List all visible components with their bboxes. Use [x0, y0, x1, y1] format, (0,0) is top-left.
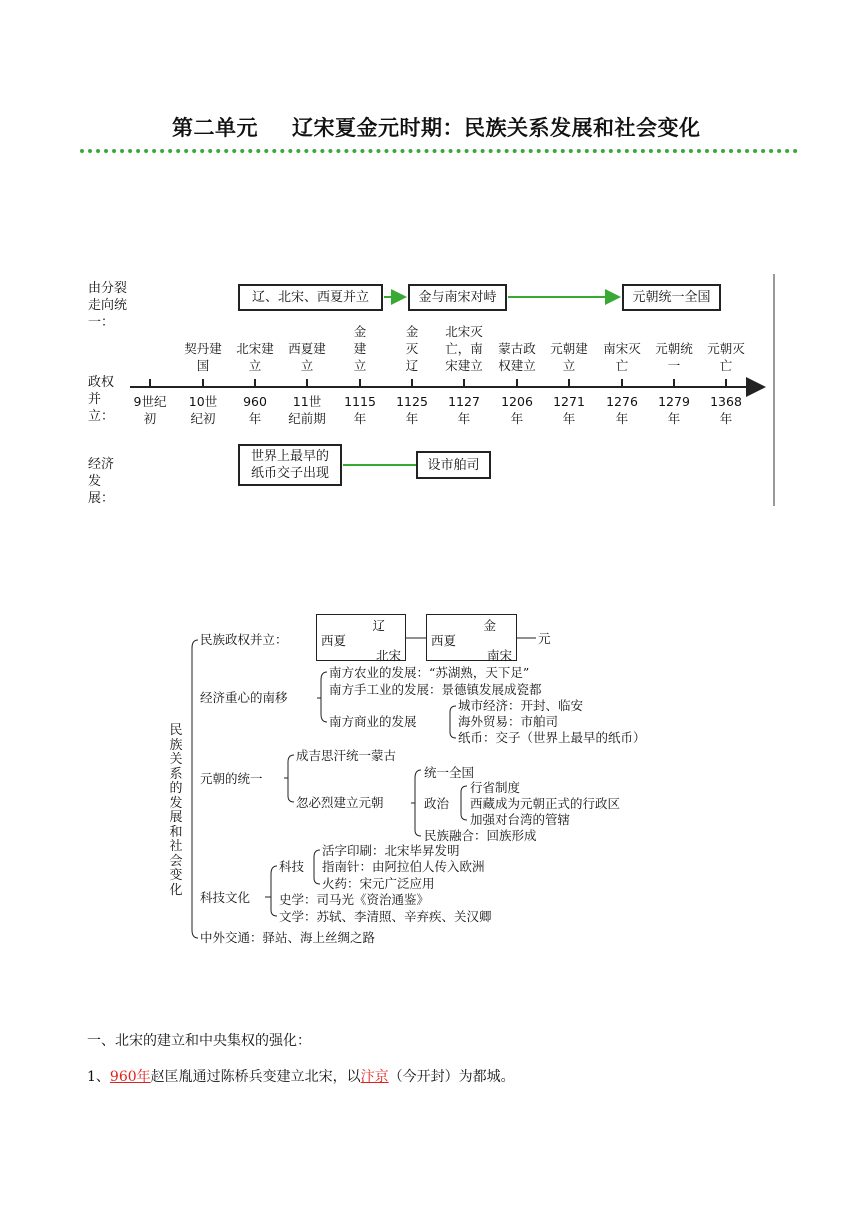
row-label-unify: 由分裂走向统一： — [88, 281, 128, 330]
timeline-time-label: 1368年 — [710, 394, 742, 426]
node-agri: 南方农业的发展：“苏湖熟，天下足” — [329, 665, 530, 680]
node-genghis: 成吉思汗统一蒙古 — [296, 748, 397, 763]
unify-box-1: 辽、北宋、西夏并立 — [238, 284, 383, 311]
timeline-event-label: 金建立 — [353, 324, 367, 373]
timeline-time-label: 1127年 — [448, 394, 480, 426]
timeline-time-label: 1206年 — [501, 394, 533, 426]
economy-box-2: 设市舶司 — [416, 451, 491, 479]
node-literature: 文学：苏轼、李清照、辛弃疾、关汉卿 — [279, 909, 492, 924]
p1-city: 汴京 — [360, 1069, 389, 1085]
node-regimes: 民族政权并立： — [200, 632, 288, 647]
unit-label: 第二单元 — [172, 116, 258, 140]
node-compass: 指南针：由阿拉伯人传入欧洲 — [322, 859, 485, 874]
node-tech: 科技 — [279, 859, 305, 874]
node-trade: 海外贸易：市舶司 — [458, 714, 559, 729]
timeline-lines — [0, 0, 860, 520]
timeline-time-label: 11世纪前期 — [288, 394, 326, 426]
p1-prefix: 1、 — [87, 1069, 110, 1085]
timeline-event-label: 元朝灭亡 — [707, 341, 745, 373]
timeline-time-label: 9世纪初 — [133, 394, 167, 426]
timeline-time-label: 1125年 — [396, 394, 428, 426]
node-city: 城市经济：开封、临安 — [458, 698, 584, 713]
unit-topic: 辽宋夏金元时期：民族关系发展和社会变化 — [292, 116, 701, 140]
timeline-event-label: 契丹建国 — [184, 341, 222, 373]
timeline-event-label: 元朝建立 — [550, 341, 588, 373]
timeline-time-label: 1276年 — [606, 394, 638, 426]
unify-box-3: 元朝统一全国 — [622, 284, 721, 311]
node-yuan: 元 — [538, 631, 551, 646]
node-history: 史学：司马光《资治通鉴》 — [279, 892, 430, 907]
timeline-time-label: 960年 — [243, 394, 267, 426]
node-tibet: 西藏成为元朝正式的行政区 — [470, 796, 621, 811]
node-taiwan: 加强对台湾的管辖 — [470, 812, 571, 827]
economy-box-1: 世界上最早的纸币交子出现 — [238, 444, 342, 486]
box2-left: 西夏 — [431, 633, 457, 648]
node-province: 行省制度 — [470, 780, 521, 795]
node-politics: 政治 — [424, 796, 450, 811]
node-hui: 民族融合：回族形成 — [424, 828, 537, 843]
timeline-event-label: 南宋灭亡 — [603, 341, 641, 373]
node-gunpowder: 火药：宋元广泛应用 — [322, 876, 435, 891]
p1-year: 960年 — [109, 1069, 151, 1085]
box2-top: 金 — [483, 618, 496, 633]
unify-box-2: 金与南宋对峙 — [408, 284, 507, 311]
p1-mid: 赵匡胤通过陈桥兵变建立北宋，以 — [150, 1069, 361, 1085]
timeline-event-label: 西夏建立 — [288, 341, 326, 373]
box1-bottom: 北宋 — [375, 648, 401, 663]
node-commerce: 南方商业的发展 — [329, 714, 417, 729]
timeline-time-label: 10世纪初 — [188, 394, 218, 426]
node-printing: 活字印刷：北宋毕昇发明 — [322, 843, 460, 858]
timeline-time-label: 1115年 — [344, 394, 376, 426]
node-sci-culture: 科技文化 — [200, 890, 251, 905]
timeline-event-label: 北宋建立 — [236, 341, 274, 373]
box1-left: 西夏 — [321, 633, 347, 648]
timeline-event-label: 北宋灭亡，南宋建立 — [445, 324, 483, 373]
node-paper-money: 纸币：交子（世界上最早的纸币） — [458, 730, 646, 745]
section-heading: 一、北宋的建立和中央集权的强化： — [87, 1033, 311, 1049]
node-kublai: 忽必烈建立元朝 — [296, 795, 384, 810]
paragraph-1 — [87, 1066, 515, 1086]
row-label-regime: 政权并立： — [88, 375, 115, 424]
box2-bottom: 南宋 — [486, 648, 512, 663]
timeline-event-label: 金灭辽 — [405, 324, 419, 373]
timeline-time-label: 1279年 — [658, 394, 690, 426]
node-unify-country: 统一全国 — [424, 765, 475, 780]
node-economy: 经济重心的南移 — [200, 690, 288, 705]
p1-suffix: （今开封）为都城。 — [388, 1069, 515, 1085]
box1-top: 辽 — [372, 618, 385, 633]
timeline-event-label: 蒙古政权建立 — [498, 341, 536, 373]
timeline-event-label: 元朝统一 — [655, 341, 693, 373]
timeline-time-label: 1271年 — [553, 394, 585, 426]
node-yuan-unify: 元朝的统一 — [200, 771, 263, 786]
node-handicraft: 南方手工业的发展：景德镇发展成瓷都 — [329, 682, 542, 697]
row-label-economy: 经济发展： — [88, 457, 115, 506]
node-exchange: 中外交通：驿站、海上丝绸之路 — [200, 930, 376, 945]
mindmap-brackets — [0, 600, 860, 960]
frame-edge — [773, 274, 775, 506]
mindmap-root: 民族关系的发展和社会变化 — [169, 723, 183, 898]
